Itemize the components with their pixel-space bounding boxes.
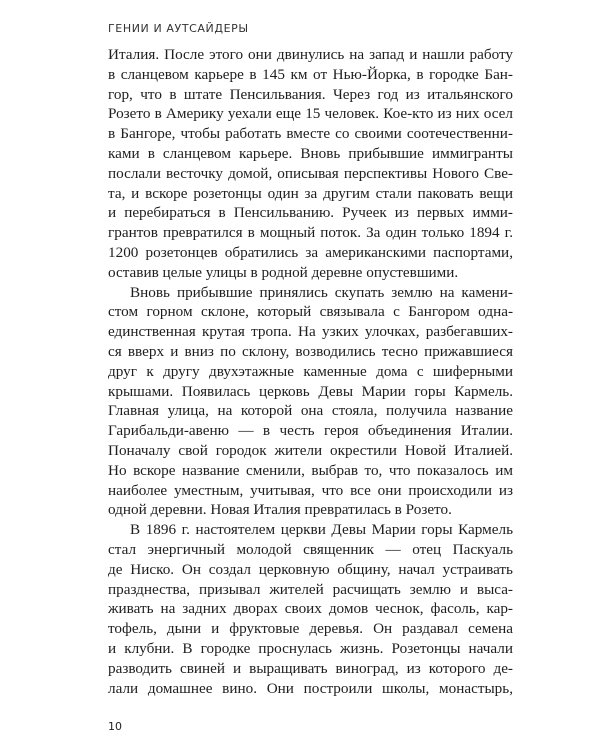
text-line: гор, что в штате Пенсильвания. Через год из итальянского (108, 85, 513, 103)
text-line: наиболее уместным, учитывая, что все они происходили из (108, 481, 513, 499)
text-line: 1200 розетонцев обратились за американскими паспортами, (108, 243, 513, 261)
running-header: ГЕНИИ И АУТСАЙДЕРЫ (108, 22, 249, 35)
text-line: друг к другу двухэтажные каменные дома с шиферными (108, 362, 513, 380)
text-line: оставив целые улицы в родной деревне опустевшими. (108, 263, 459, 281)
page-number: 10 (108, 720, 122, 733)
text-line: Но вскоре название сменили, выбрав то, что показалось им (108, 461, 513, 479)
text-line: послали весточку домой, описывая перспективы Нового Све- (108, 164, 513, 182)
text-line: Поначалу свой городок жители окрестили Новой Италией. (108, 441, 513, 459)
text-line: и клубни. В городке проснулась жизнь. Розетонцы начали (108, 639, 513, 657)
text-line: в Бангоре, чтобы работать вместе со своими соотечественни- (108, 125, 513, 143)
paragraph (108, 45, 513, 283)
text-line: разводить свиней и выращивать виноград, из которого де- (108, 659, 513, 677)
text-line: грантов превратился в мощный поток. За один только 1894 г. (108, 224, 513, 242)
text-line: Италия. После этого они двинулись на запад и нашли работу (108, 46, 513, 63)
text-line: ками в сланцевом карьере. Вновь прибывшие иммигранты (108, 144, 513, 162)
text-line: Розето в Америку уехали еще 15 человек. Кое-кто из них осел (108, 105, 513, 123)
text-line: ся вверх и вниз по склону, возводились тесно прижавшиеся (108, 342, 513, 360)
text-line: Гарибальди-авеню — в честь героя объединения Италии. (108, 422, 513, 440)
text-line: празднества, призывал жителей расчищать землю и выса- (108, 580, 513, 598)
text-line: в сланцевом карьере в 145 км от Нью-Йорка, в городке Бан- (108, 65, 513, 83)
text-line: одной деревни. Новая Италия превратилась в Розето. (108, 501, 452, 519)
paragraph (108, 283, 513, 521)
text-line: живать на задних дворах своих домов чеснок, фасоль, кар- (108, 600, 513, 618)
text-line: лали домашнее вино. Они построили школы, монастырь, (108, 679, 513, 697)
text-line: Вновь прибывшие принялись скупать землю на камени- (130, 283, 513, 301)
text-line: стом горном склоне, который связывала с Бангором одна- (108, 303, 513, 321)
text-line: единственная крутая тропа. На узких улочках, разбегавших- (108, 323, 513, 341)
text-line: Главная улица, на которой она стояла, получила название (108, 402, 513, 420)
text-line: та, и вскоре розетонцы один за другим стали паковать вещи (108, 184, 513, 202)
text-line: крышами. Появилась церковь Девы Марии горы Кармель. (108, 382, 513, 400)
text-line: тофель, дыни и фруктовые деревья. Он раздавал семена (108, 620, 513, 638)
text-line: де Ниско. Он создал церковную общину, начал устраивать (108, 560, 513, 578)
body-text (108, 45, 513, 698)
text-line: и перебираться в Пенсильванию. Ручеек из первых имми- (108, 204, 513, 222)
text-line: В 1896 г. настоятелем церкви Девы Марии горы Кармель (130, 521, 513, 539)
paragraph (108, 520, 513, 698)
text-line: стал энергичный молодой священник — отец Паскуаль (108, 540, 513, 558)
